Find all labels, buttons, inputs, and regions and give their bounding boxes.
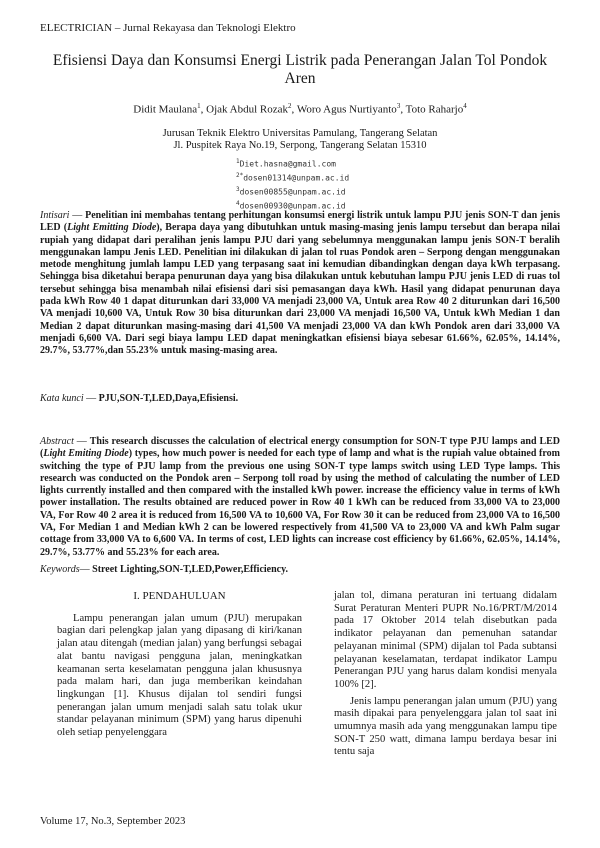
email-sup: 4: [236, 200, 240, 208]
abstract-text-part: ), Berapa daya yang dibutuhkan untuk masing-masing jenis lampu tersebut dan berapa nilai rupiah yang didapat dari peralihan jenis lampu PJU dari yang sebelumnya menggunakan lampu jenis SON-T beralih menggunakan lampu Jenis LED. Penelitian ini dilakukan di jalan tol ruas Pondok aren – Serpong dengan menggunakan metode menghitung jumlah lampu LED yang terpasang saat ini kemudian dibandingkan dengan daya kWh terpasang. Sehingga bisa diketahui berapa penurunan daya yang bisa dilakukan untuk kebutuhan lampu PJU jenis LED di ruas tol tersebut sehingga bisa menambah nilai efisiensi dari sisi pemasangan daya kWh. Hasil yang didapat penurunan daya pada kWh Row 40 1 dapat diturunkan dari 33,000 VA menjadi 23,000 VA, Untuk area Row 40 2 diturunkan dari 16,500 VA menjadi 10,600 VA, Untuk Row 30 bisa diturunkan dari 23,000 VA menjadi 16,500 VA, Untuk kWh Median 1 dan Median 2 dapat diturunkan masing-masing dari 41,500 VA menjadi 23,000 VA dan kWh Pondok aren dari 33,000 VA menjadi 6,600 VA. Dari segi biaya lampu LED dapat meningkatkan efisiensi biaya sebesar 61.66%, 62.05%, 14.14%, 29.7%, 53.77%,dan 55.23% untuk masing-masing area.: [40, 222, 560, 357]
abstract-text-part: ) types, how much power is needed for each type of lamp and what is the rupiah value obtained from switching the type of PJU lamp from the previous one using SON-T type lamps switch using LED Type lamps. This research was conducted on the Pondok aren – Serpong toll road by using the method of calculating the number of LED lights currently installed and then compared with the installed kWh power. increase the efficiency value in terms of kWh power installation. The results obtained are reduced power in Row 40 1 kWh can be reduced from 33,000 VA to 23,000 VA, For Row 40 2 area it is reduced from 16,500 VA to 10,600 VA, For Row 30 it can be reduced from 23,000 VA to 16,500 VA, For Median 1 and Median kWh 2 can be lowered respectively from 41,500 VA to 23,000 VA and kWh Palm sugar cottage from 33,000 VA to 6,600 VA. In terms of cost, LED lights can increase cost efficiency by 61.66%, 62.05%, 14.14%, 29.7%, 53.77% and 55.23% for each area.: [40, 448, 560, 558]
abstract-label: Intisari: [40, 210, 70, 221]
email-row: [236, 156, 349, 170]
abstract-text-part: This research discusses the calculation of electrical energy consumption for SON-T type PJU lamps and LED (: [40, 436, 561, 460]
keywords-text: Street Lighting,SON-T,LED,Power,Efficiency.: [92, 564, 289, 575]
email-row: [236, 184, 349, 198]
body-paragraph: Jenis lampu penerangan jalan umum (PJU) yang masih dipakai para penyelenggara jalan tol saat ini umumnya masih ada yang menggunakan lampu tipe SON-T 250 watt, dimana lampu berdaya besar ini tentu saja: [334, 695, 557, 758]
email-row: [236, 170, 349, 184]
author-sup: 2: [288, 102, 292, 110]
keywords-indonesian: [40, 393, 238, 405]
email-list: [236, 156, 349, 213]
email-address: dosen00930@unpam.ac.id: [239, 202, 346, 212]
abstract-emphasis: Light Emiting Diode: [43, 448, 129, 460]
abstract-english: [40, 436, 560, 559]
body-paragraph: jalan tol, dimana peraturan ini tertuang didalam Surat Peraturan Menteri PUPR No.16/PRT/M/2014 pada 17 Oktober 2014 telah disebutkan pada indikator pelayanan dan pemenuhan satandar pelayanan minimal (SPM) dijalan tol Pada subtansi pelayanan keselamatan, terdapat indikator Lampu Penerangan PJU yang harus dalam kondisi menyala 100% [2].: [334, 590, 557, 690]
keywords-english: [40, 564, 288, 576]
email-sup: 1: [236, 158, 240, 165]
abstract-indonesian: [40, 210, 560, 358]
body-column-right: [334, 590, 557, 763]
keywords-dash: —: [83, 393, 99, 404]
email-address: Diet.hasna@gmail.com: [239, 159, 336, 169]
body-column-left: [57, 590, 302, 744]
abstract-text-part: Penelitian ini membahas tentang perhitungan konsumsi energi listrik untuk lampu PJU jenis SON-T dan jenis LED (: [40, 210, 560, 234]
page-footer: Volume 17, No.3, September 2023: [40, 816, 186, 827]
author-list: Didit Maulana$^1$, Ojak Abdul Rozak$^2$, Woro Agus Nurtiyanto$^3$, Toto Raharjo$^4$: [133, 102, 467, 116]
paper-title: Efisiensi Daya dan Konsumsi Energi Listrik pada Penerangan Jalan Tol Pondok Aren: [52, 52, 548, 87]
author-name: Ojak Abdul Rozak: [206, 103, 289, 116]
keywords-label: Keywords: [40, 564, 80, 575]
author-name: Toto Raharjo: [405, 103, 464, 116]
keywords-dash: —: [79, 564, 93, 575]
affiliation-line: Jurusan Teknik Elektro Universitas Pamulang, Tangerang Selatan: [162, 128, 438, 139]
affiliation: [40, 128, 560, 152]
author-name: Woro Agus Nurtiyanto: [296, 103, 397, 116]
body-paragraph: Lampu penerangan jalan umum (PJU) merupakan bagian dari pelengkap jalan yang dipasang di kiri/kanan jalan atau ditengah (median jalan) yang berfungsi sebagai alat bantu navigasi pengguna jalan, meningkatkan keamanan serta keselamatan pengguna jalan khususnya pada malam hari, dan juga memberikan keindahan lingkungan [1]. Khusus dijalan tol sendiri fungsi penerangan jalan umum menjadi salah satu tolak ukur standar pelayanan minimum (SPM) yang harus dipenuhi oleh setiap penyelenggara: [57, 612, 302, 739]
affiliation-line: Jl. Puspitek Raya No.19, Serpong, Tangerang Selatan 15310: [173, 140, 427, 151]
author-sup: 4: [463, 102, 467, 110]
email-address: dosen01314@unpam.ac.id: [243, 173, 350, 183]
keywords-label: Kata kunci: [40, 393, 84, 404]
author-sup: 3: [396, 102, 401, 110]
section-heading: I. PENDAHULUAN: [133, 590, 226, 602]
author-name: Didit Maulana: [133, 103, 198, 116]
email-address: dosen00855@unpam.ac.id: [239, 187, 346, 197]
abstract-label: Abstract: [40, 436, 74, 447]
email-sup: 3: [236, 186, 240, 194]
keywords-text: PJU,SON-T,LED,Daya,Efisiensi.: [98, 393, 239, 404]
abstract-emphasis: Light Emitting Diode: [67, 222, 157, 234]
journal-header: ELECTRICIAN – Jurnal Rekayasa dan Teknologi Elektro: [40, 22, 296, 34]
abstract-dash: —: [69, 210, 86, 221]
abstract-text: [40, 436, 560, 558]
author-sup: 1: [197, 102, 201, 110]
email-sup: 2*: [236, 172, 244, 180]
abstract-dash: —: [73, 436, 90, 447]
abstract-text: [40, 210, 560, 356]
